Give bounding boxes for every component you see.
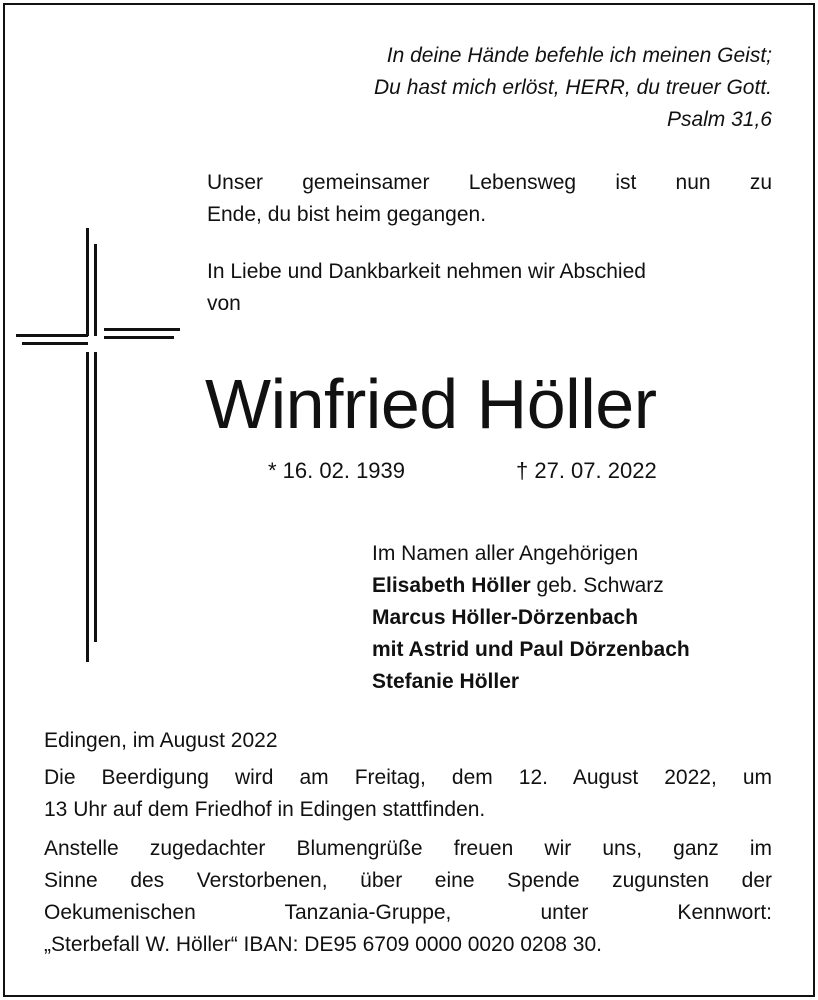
funeral-line-1: Die Beerdigung wird am Freitag, dem 12. August 2022, um bbox=[44, 766, 772, 789]
donation-info bbox=[44, 833, 772, 961]
intro-paragraph-2 bbox=[207, 256, 772, 320]
family-member bbox=[372, 666, 690, 698]
family-intro: Im Namen aller Angehörigen bbox=[372, 542, 639, 565]
family-member-name: mit Astrid und Paul Dörzenbach bbox=[372, 638, 690, 661]
donation-line-4: „Sterbefall W. Höller“ IBAN: DE95 6709 0000 0020 0208 30. bbox=[44, 933, 602, 956]
deceased-name: Winfried Höller bbox=[205, 365, 657, 443]
place-date: Edingen, im August 2022 bbox=[44, 729, 278, 752]
intro-p1-line-2: Ende, du bist heim gegangen. bbox=[207, 203, 487, 226]
family-member bbox=[372, 602, 690, 634]
verse-line-2: Du hast mich erlöst, HERR, du treuer Gott. bbox=[374, 76, 772, 99]
donation-line-3: Oekumenischen Tanzania-Gruppe, unter Kennwort: bbox=[44, 901, 772, 924]
family-member-note: geb. Schwarz bbox=[530, 574, 664, 597]
family-member-name: Elisabeth Höller bbox=[372, 574, 531, 597]
family-member-name: Marcus Höller-Dörzenbach bbox=[372, 606, 639, 629]
family-member bbox=[372, 634, 690, 666]
family-member-name: Stefanie Höller bbox=[372, 670, 520, 693]
intro-paragraph-1 bbox=[207, 167, 772, 231]
donation-line-1: Anstelle zugedachter Blumengrüße freuen wir uns, ganz im bbox=[44, 837, 772, 860]
bible-verse bbox=[374, 40, 772, 136]
cross-icon bbox=[0, 0, 190, 670]
family-member bbox=[372, 570, 690, 602]
funeral-line-2: 13 Uhr auf dem Friedhof in Edingen stattfinden. bbox=[44, 798, 486, 821]
death-date: † 27. 07. 2022 bbox=[516, 458, 657, 483]
verse-reference: Psalm 31,6 bbox=[666, 108, 772, 131]
intro-p1-line-1: Unser gemeinsamer Lebensweg ist nun zu bbox=[207, 171, 772, 194]
intro-p2-line-2: von bbox=[207, 292, 241, 315]
donation-line-2: Sinne des Verstorbenen, über eine Spende zugunsten der bbox=[44, 869, 772, 892]
funeral-info bbox=[44, 762, 772, 826]
verse-line-1: In deine Hände befehle ich meinen Geist; bbox=[386, 44, 772, 67]
birth-date: * 16. 02. 1939 bbox=[268, 458, 406, 483]
intro-p2-line-1: In Liebe und Dankbarkeit nehmen wir Abschied bbox=[207, 260, 646, 283]
family-signatures bbox=[372, 538, 690, 698]
